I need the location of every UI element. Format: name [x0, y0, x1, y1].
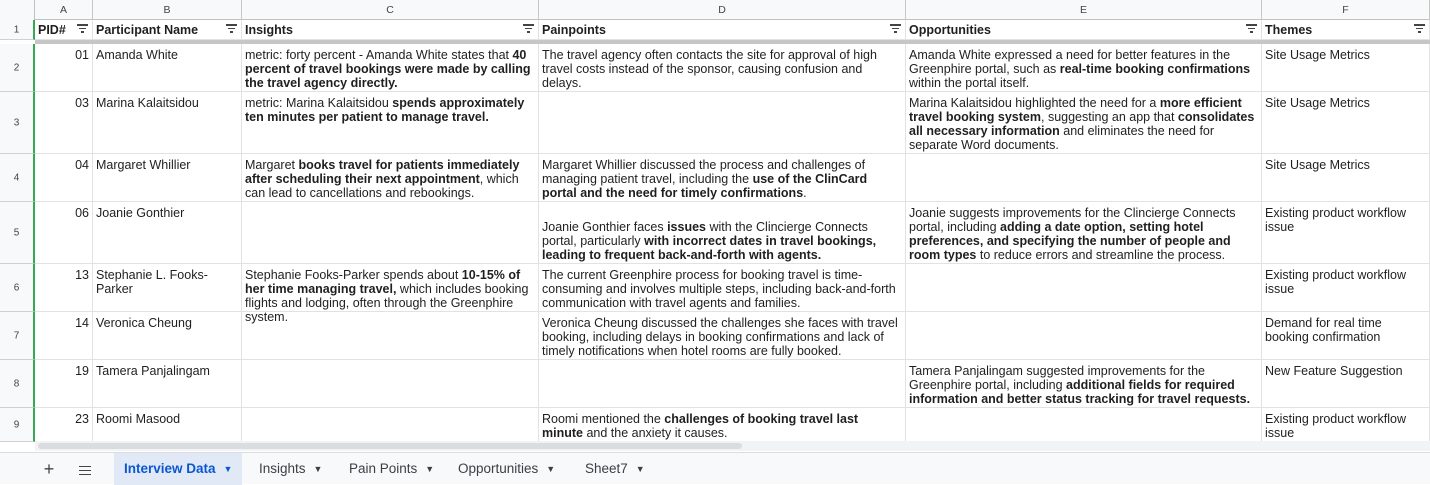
column-header-a[interactable]: A	[35, 0, 93, 20]
chevron-down-icon[interactable]: ▼	[313, 464, 323, 475]
cell-themes[interactable]: Existing product workflow issue	[1262, 202, 1430, 264]
chevron-down-icon[interactable]: ▼	[546, 464, 556, 475]
cell-themes[interactable]: Existing product workflow issue	[1262, 264, 1430, 312]
column-header-bar	[0, 0, 1430, 20]
filter-icon[interactable]	[889, 24, 901, 34]
filter-icon[interactable]	[225, 24, 237, 34]
row-header[interactable]: 5	[0, 202, 35, 264]
sheet-tab-label: Sheet7	[585, 461, 628, 476]
header-cell-themes[interactable]	[1262, 20, 1430, 40]
cell-themes[interactable]: Site Usage Metrics	[1262, 154, 1430, 202]
header-name-label: Participant Name	[96, 23, 199, 37]
sheet-tab-label: Interview Data	[124, 461, 216, 476]
row-header[interactable]: 8	[0, 360, 35, 408]
header-pid-label: PID#	[38, 23, 66, 37]
cell-opportunities[interactable]: Amanda White expressed a need for better features in the Greenphire portal, such as real-time booking confirmations within the portal itself.	[906, 44, 1262, 92]
sheet-tab[interactable]	[249, 453, 332, 485]
row-header[interactable]: 6	[0, 264, 35, 312]
cell-painpoints[interactable]	[539, 92, 906, 154]
sheet-tab[interactable]	[575, 453, 655, 485]
cell-themes[interactable]: Site Usage Metrics	[1262, 92, 1430, 154]
header-painpoints-label: Painpoints	[542, 23, 606, 37]
cell-themes[interactable]: Site Usage Metrics	[1262, 44, 1430, 92]
cell-opportunities[interactable]: Marina Kalaitsidou highlighted the need for a more efficient travel booking system, suggesting an app that consolidates all necessary information and eliminates the need for separate Word documents.	[906, 92, 1262, 154]
cell-name[interactable]: Margaret Whillier	[93, 154, 242, 202]
cell-insights[interactable]: Margaret books travel for patients immediately after scheduling their next appointment, which can lead to cancellations and rebookings.	[242, 154, 539, 202]
cell-name[interactable]: Stephanie L. Fooks-Parker	[93, 264, 242, 312]
row-header-1[interactable]: 1	[0, 20, 35, 40]
cell-insights[interactable]	[242, 312, 539, 360]
header-cell-opportunities[interactable]	[906, 20, 1262, 40]
menu-icon[interactable]	[72, 456, 98, 482]
row-header[interactable]: 4	[0, 154, 35, 202]
cell-opportunities[interactable]	[906, 154, 1262, 202]
chevron-down-icon[interactable]: ▼	[635, 464, 645, 475]
select-all-corner[interactable]	[0, 0, 35, 20]
cell-name[interactable]: Veronica Cheung	[93, 312, 242, 360]
chevron-down-icon[interactable]: ▼	[425, 464, 435, 475]
sheet-tab-bar	[0, 452, 1430, 484]
cell-pid[interactable]: 23	[35, 408, 93, 442]
cell-opportunities[interactable]	[906, 408, 1262, 442]
cell-pid[interactable]: 14	[35, 312, 93, 360]
cell-insights[interactable]: Stephanie Fooks-Parker spends about 10-15% of her time managing travel, which includes booking flights and lodging, often through the Greenphire system.	[242, 264, 539, 312]
cell-name[interactable]: Joanie Gonthier	[93, 202, 242, 264]
cell-pid[interactable]: 03	[35, 92, 93, 154]
sheet-tab[interactable]	[448, 453, 565, 485]
cell-opportunities[interactable]: Tamera Panjalingam suggested improvements for the Greenphire portal, including additional fields for required information and better status tracking for travel requests.	[906, 360, 1262, 408]
cell-themes[interactable]: New Feature Suggestion	[1262, 360, 1430, 408]
cell-insights[interactable]: metric: forty percent - Amanda White states that 40 percent of travel bookings were made by calling the travel agency directly.	[242, 44, 539, 92]
cell-pid[interactable]: 04	[35, 154, 93, 202]
cell-themes[interactable]: Demand for real time booking confirmation	[1262, 312, 1430, 360]
header-cell-painpoints[interactable]	[539, 20, 906, 40]
header-themes-label: Themes	[1265, 23, 1313, 37]
header-cell-pid[interactable]	[35, 20, 93, 40]
column-header-e[interactable]: E	[906, 0, 1262, 20]
row-header[interactable]: 2	[0, 44, 35, 92]
row-header[interactable]: 9	[0, 408, 35, 442]
cell-painpoints[interactable]: The travel agency often contacts the site for approval of high travel costs instead of the sponsor, causing confusion and delays.	[539, 44, 906, 92]
header-opportunities-label: Opportunities	[909, 23, 991, 37]
plus-icon[interactable]: +	[43, 459, 55, 479]
filter-icon[interactable]	[1413, 24, 1425, 34]
cell-painpoints[interactable]: Roomi mentioned the challenges of booking travel last minute and the anxiety it causes.	[539, 408, 906, 442]
horizontal-scrollbar-thumb[interactable]	[38, 443, 742, 449]
cell-painpoints[interactable]: Joanie Gonthier faces issues with the Clincierge Connects portal, particularly with incorrect dates in travel bookings, leading to frequent back-and-forth with agents.	[539, 202, 906, 264]
column-header-c[interactable]: C	[242, 0, 539, 20]
cell-pid[interactable]: 01	[35, 44, 93, 92]
cell-opportunities[interactable]	[906, 264, 1262, 312]
header-insights-label: Insights	[245, 23, 293, 37]
cell-painpoints[interactable]: Veronica Cheung discussed the challenges she faces with travel booking, including delays in booking confirmations and lack of timely notifications when hotel rooms are fully booked.	[539, 312, 906, 360]
cell-insights[interactable]	[242, 360, 539, 408]
cell-opportunities[interactable]	[906, 312, 1262, 360]
sheet-tab-label: Opportunities	[458, 461, 539, 476]
cell-insights[interactable]: metric: Marina Kalaitsidou spends approximately ten minutes per patient to manage travel.	[242, 92, 539, 154]
cell-themes[interactable]: Existing product workflow issue	[1262, 408, 1430, 442]
cell-insights[interactable]	[242, 202, 539, 264]
cell-pid[interactable]: 06	[35, 202, 93, 264]
sheet-tab-label: Pain Points	[349, 461, 418, 476]
chevron-down-icon[interactable]: ▼	[223, 464, 233, 475]
header-cell-name[interactable]	[93, 20, 242, 40]
cell-name[interactable]: Tamera Panjalingam	[93, 360, 242, 408]
row-header[interactable]: 7	[0, 312, 35, 360]
filter-icon[interactable]	[1245, 24, 1257, 34]
filter-icon[interactable]	[76, 24, 88, 34]
cell-name[interactable]: Marina Kalaitsidou	[93, 92, 242, 154]
cell-pid[interactable]: 13	[35, 264, 93, 312]
column-header-f[interactable]: F	[1262, 0, 1430, 20]
cell-painpoints[interactable]: Margaret Whillier discussed the process and challenges of managing patient travel, including the use of the ClinCard portal and the need for timely confirmations.	[539, 154, 906, 202]
filter-icon[interactable]	[522, 24, 534, 34]
header-cell-insights[interactable]	[242, 20, 539, 40]
sheet-tab[interactable]	[114, 453, 242, 485]
cell-painpoints[interactable]: The current Greenphire process for booking travel is time-consuming and involves multiple steps, including back-and-forth communication with travel agents and families.	[539, 264, 906, 312]
cell-opportunities[interactable]: Joanie suggests improvements for the Clincierge Connects portal, including adding a date option, setting hotel preferences, and specifying the number of people and room types to reduce errors and streamline the process.	[906, 202, 1262, 264]
column-header-b[interactable]: B	[93, 0, 242, 20]
cell-name[interactable]: Amanda White	[93, 44, 242, 92]
row-header[interactable]: 3	[0, 92, 35, 154]
cell-painpoints[interactable]	[539, 360, 906, 408]
sheet-tab[interactable]	[339, 453, 444, 485]
cell-pid[interactable]: 19	[35, 360, 93, 408]
sheet-tab-label: Insights	[259, 461, 306, 476]
cell-insights[interactable]	[242, 408, 539, 442]
cell-name[interactable]: Roomi Masood	[93, 408, 242, 442]
column-header-d[interactable]: D	[539, 0, 906, 20]
